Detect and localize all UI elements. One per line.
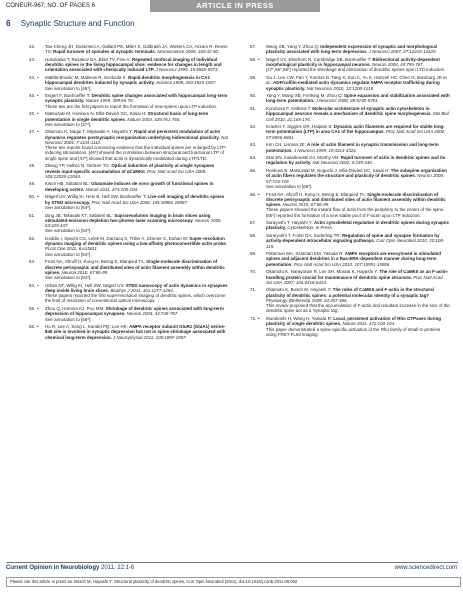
reference-authors: Frost NA, Shroff H, Kong H, Betzig E, Blanpied TA: — [266, 191, 368, 197]
reference-annotation: See annotation to [54*]. — [45, 228, 92, 234]
reference-journal: J Neurosci 2007, 27:12419-12429. — [367, 49, 437, 55]
reference-journal: Mol Biol Cell 2010, 21:165-176. — [266, 111, 449, 122]
reference-number: 56. — [29, 324, 36, 330]
reference-title: The roles of CaMKII and F-actin in the structural plasticity of dendritic spines: a potential molecular identity of a synaptic tag? — [266, 287, 434, 298]
reference-item — [29, 213, 229, 234]
reference-annotation: See annotation to [66*]. — [266, 183, 313, 189]
reference-annotation: See annotation to [45*]. — [45, 85, 92, 91]
reference-annotation: This paper demonstrated a spine-specific activation of the Rho family of small G-proteins using FRET-FLIM imaging. — [266, 326, 441, 337]
reference-journal: Neuron 2010, 67:86-99. — [60, 269, 109, 275]
reference-title: Dendritic spine changes associated with hippocampal long-term synaptic plasticity. — [45, 93, 228, 104]
reference-number: 42. — [29, 44, 36, 49]
reference-item — [250, 142, 450, 153]
footer-site-link[interactable]: www.sciencedirect.com — [394, 565, 457, 571]
reference-number: 61. — [250, 106, 257, 112]
reference-annotation: This review proposed that the accumulation of F-actin and resultant increase in the size of the dendritic spine act as a 'synaptic tag'. — [266, 303, 450, 314]
reference-number: 72. — [250, 316, 257, 322]
reference-number: 62. — [250, 124, 257, 130]
reference-authors: Sarayoshi T, Hayashi Y: — [266, 220, 314, 226]
reference-authors: Okamoto K, Bosch M, Hayashi Y: — [266, 287, 333, 293]
article-in-press-band: ARTICLE IN PRESS — [150, 0, 320, 12]
reference-title: Shrinkage of dendritic spines associated with long-term depression of hippocampal synapses. — [45, 306, 224, 317]
reference-number: 43. — [29, 56, 36, 62]
reference-number: 67. — [250, 220, 257, 226]
reference-item — [250, 106, 450, 122]
running-head — [6, 19, 135, 28]
reference-item — [250, 269, 450, 285]
reference-authors: Mattila-Bruetic M, Malinow R, Svoboda K: — [45, 75, 129, 81]
reference-journal: Neuron 2008, 57:719-729. — [266, 173, 445, 184]
reference-number: 70. — [250, 269, 257, 275]
reference-title: Supraresolution imaging in brain slices using stimulated-emission depletion two-photon laser scanning microscopy. — [45, 212, 211, 223]
reference-authors: Nägerl UV, Willig KI, Hein B, Hell SW, Bonhoeffer T: — [45, 194, 148, 200]
reference-journal: Nat Neurosci 2010, 13:1208-1215. — [305, 85, 375, 91]
recommended-bullet: • — [258, 56, 260, 62]
reference-number: 69. — [250, 251, 257, 257]
reference-title: A role of actin filament in synaptic transmission and long-term potentiation. — [266, 142, 439, 153]
reference-title: Molecular architecture of synaptic actin cytoskeleton in hippocampal neurons reveals a mechanism of dendritic spine morphogenesis. — [266, 106, 432, 117]
reference-number: 52. — [29, 235, 36, 241]
recommended-bullet: • — [37, 194, 39, 200]
reference-item — [29, 259, 229, 280]
section-title: Synaptic Structure and Function — [20, 19, 135, 28]
recommended-bullet: • — [37, 75, 39, 81]
reference-journal: Neuron 2009, 63:429-437. — [45, 217, 222, 229]
reference-title: STED nanoscopy of actin dynamics in synapses deep inside living brain slices. — [45, 282, 228, 293]
reference-item — [250, 44, 450, 55]
reference-number: 68. — [250, 233, 257, 239]
reference-item — [29, 75, 229, 91]
reference-title: Dynamic actin filaments are required for stable long-term potentiation (LTP) in area CA1 of the hippocampus. — [266, 124, 445, 135]
reference-number: 66. — [250, 191, 257, 197]
reference-authors: Urban NT, Willig KI, Hell SW, Nägerl UV: — [45, 282, 126, 288]
reference-title: Rapid dendritic morphogenesis in CA1 hippocampal dendrites induced by synaptic activity. — [45, 75, 210, 86]
reference-annotation: See annotation to [54*]. — [45, 204, 92, 210]
reference-authors: Zhou Q, Homma KJ, Poo MM: — [45, 306, 106, 312]
reference-authors: Gu J, Lee CW, Fan Y, Komlos D, Tang X, Sun C, Yu K, Hartzell HC, Chen G, Bamburg JR et al.: — [266, 75, 447, 86]
reference-item — [29, 44, 229, 55]
reference-annotation: See annotation to [54*]. — [45, 275, 92, 281]
reference-title: Repeated confocal imaging of individual dendritic spines in the living hippocampal slice: evidence for changes in length and orientation associated with chemically induced LTP. — [45, 56, 222, 73]
reference-authors: Honkura N, Matsuzaki M, Noguchi J, Ellis-Davies GC, Kasai H: — [266, 168, 391, 174]
reference-title: The role of CaMKII as an F-actin-bundling protein crucial for maintenance of dendritic spine structure. — [266, 269, 449, 280]
reference-title: Structural basis of long-term potentiation in single dendritic spines. — [45, 111, 209, 122]
reference-journal: Nat Neurosci 2002, 5:239-246. — [311, 160, 373, 166]
reference-annotation: These two are the first papers to report the formation of new spines upon LTP induction. — [45, 103, 218, 109]
reference-journal: Science 1999, 283:1923-1927. — [154, 80, 217, 86]
reference-title: Bidirectional activity-dependent morphological plasticity in hippocampal neurons. — [266, 56, 440, 68]
reference-item — [250, 233, 450, 249]
reference-number: 65. — [250, 168, 257, 174]
reference-title: AMPA receptors are exocytosed in stimulated spines and adjacent dendrites in a Ras-ERK-dependent manner during long-term potentiation. — [266, 251, 441, 267]
reference-number: 60. — [250, 93, 257, 99]
reference-number: 53. — [29, 259, 36, 265]
reference-journal: Nature 1999, 399:66-70. — [84, 98, 134, 104]
reference-journal: Proc Natl Acad Sci USA 2008, 105:12039-12044. — [45, 168, 207, 179]
reference-annotation: See annotation to [54*]. — [45, 251, 92, 257]
recommended-bullet: • — [258, 316, 260, 322]
reference-item — [250, 124, 450, 140]
manuscript-ref: CONEUR-967; NO. OF PAGES 6 — [6, 3, 95, 9]
reference-number: 45. — [29, 93, 36, 99]
reference-title: The subspine organization of actin fibers regulates the structure and plasticity of dendritic spines. — [266, 168, 447, 179]
reference-authors: Tao-Cheng JH, Dosemeci A, Gallant PE, Miller S, Galbraith JA, Winters CA, Azzam R, Reese TS: — [45, 44, 228, 55]
reference-journal: Proc Natl Acad Sci USA 2008, 105:18982-18987. — [90, 199, 189, 205]
reference-annotation: [47*,55*,58*] reported the shrinkage and elimination of dendritic spines upon LTD induction. — [266, 67, 446, 73]
reference-item — [250, 251, 450, 267]
reference-journal: Nature 2004, 429:761-766. — [126, 116, 181, 122]
reference-item — [250, 192, 450, 218]
reference-annotation: These two reports found convincing evidence that the individual spines are enlarged by LTP-inducing stimulations. [46*] showed the correlation between structural and functional LTP of single spine and [47*] showed that actin is dynamically modulated during LTP/LTD. — [45, 145, 227, 161]
reference-number: 64. — [250, 155, 257, 161]
reference-item — [29, 129, 229, 161]
recommended-bullet: • — [37, 324, 39, 330]
reference-annotation: These papers reported the first superresolution imaging of dendritic spines, which overcome the limit of resolution of conventional optical microscopy. — [45, 293, 226, 304]
reference-title: Local, persistent activation of Rho GTPases during plasticity of single dendritic spines. — [266, 316, 442, 327]
reference-authors: Ho R, Lee A, Song L, Kandel PQ, Lee HK: — [45, 324, 130, 330]
reference-authors: Korobova F, Svitkina T: — [266, 106, 313, 112]
recommended-bullet: • — [37, 306, 39, 312]
reference-number: 51. — [29, 212, 36, 218]
reference-journal: Proc Natl Acad Sci USA 2007, 104:6418-6423. — [266, 274, 443, 285]
recommended-bullet: • — [37, 129, 39, 135]
reference-authors: Zhang YP, Holbro N, Oertner TG: — [45, 163, 112, 169]
citation-box: Please cite this article in press as: Bosch M, Hayashi Y: Structural plasticity of dendritic spines, Curr Opin Neurobiol (2011), doi:10.1016/j.conb.2011.09.002 — [6, 577, 461, 587]
reference-number: 46. — [29, 111, 36, 117]
reference-title: Single-molecule discrimination of discrete perisynaptic and distributed sites of actin filament assembly within dendritic spines. — [45, 259, 225, 275]
reference-item — [250, 155, 450, 166]
reference-authors: Wang XB, Yang Y, Zhou Q: — [266, 44, 321, 49]
footer-volume: 2011, 22:1-6 — [99, 565, 135, 571]
reference-column-left — [29, 44, 229, 342]
reference-number: 49. — [29, 181, 36, 187]
reference-journal: PLoS One 2011, 6:e15611. — [45, 246, 99, 252]
recommended-bullet: • — [37, 282, 39, 288]
reference-item — [29, 194, 229, 210]
reference-item — [29, 283, 229, 304]
reference-authors: Kim CH, Lisman JE: — [266, 142, 307, 148]
reference-title: Rapid and persistent modulation of actin dynamics regulates postsynaptic reorganization underlying bidirectional plasticity. — [45, 129, 221, 140]
reference-number: 47. — [29, 129, 36, 135]
reference-authors: Izeddin I, Specht CG, Lelek M, Darzacq X, Triller A, Zimmer C, Dahan M: — [45, 235, 190, 241]
reference-authors: Kracker T, Siggins GR, Halpain S: — [266, 124, 334, 130]
reference-journal: Neuron 2004, 44:759-767. — [370, 62, 424, 68]
top-header — [0, 0, 463, 14]
reference-item — [29, 324, 229, 340]
reference-authors: Frost NA, Shroff H, Kong H, Betzig E, Blanpied TA: — [45, 259, 147, 265]
reference-item — [250, 75, 450, 91]
reference-authors: Saneyoshi T, Fortin DA, Soderling TR: — [266, 233, 343, 239]
reference-title: Rapid turnover of spinules at synaptic terminals. — [53, 49, 156, 55]
reference-authors: Patterson MA, Szatmari EM, Yasuda R: — [266, 251, 345, 257]
reference-item — [250, 57, 450, 73]
reference-journal: Biophys J 2011, 101:1277-1284. — [109, 287, 174, 293]
reference-journal: Curr Opin Neurobiol 2010, 20:108-115. — [266, 238, 445, 249]
reference-item — [250, 287, 450, 313]
recommended-bullet: • — [37, 93, 39, 99]
reference-journal: Cytoskeleton, In Press. — [286, 225, 334, 231]
reference-item — [29, 306, 229, 322]
reference-item — [250, 93, 450, 104]
reference-number: 71. — [250, 287, 257, 293]
reference-annotation: See annotation to [47*]. — [45, 121, 92, 127]
reference-authors: Engert F, Bonhoeffer T: — [45, 93, 92, 99]
reference-journal: Physiology (Bethesda) 2009, 24:357-366. — [266, 297, 348, 303]
reference-number: 44. — [29, 75, 36, 81]
reference-item — [29, 163, 229, 179]
reference-journal: J Neurophysiol 2011, 105:1897-1907. — [111, 334, 187, 340]
reference-authors: Okamoto K, Narayanan R, Lee SH, Murata K, Hayashi Y: — [266, 269, 380, 275]
reference-title: AMPA receptor subunit GluR1 (GluA1) serine-845 site is involved in synaptic depression but not in spine shrinkage associated with chemical long-term depression. — [45, 324, 226, 340]
footer-journal — [6, 565, 134, 571]
reference-journal: J Neurosci 2008, 28:5740-5751. — [314, 98, 379, 104]
reference-item — [29, 181, 229, 192]
reference-authors: Matsuzaki M, Honkura N, Ellis-Davies GC, Kasai H: — [45, 111, 148, 117]
reference-title: Optical induction of plasticity at single synapses reveals input-specific accumulation of αCaMKII. — [45, 163, 215, 174]
reference-authors: Nägerl UV, Eberhorn N, Cambridge SB, Bonhoeffer T: — [266, 56, 373, 62]
reference-title: Single-molecule discrimination of discrete perisynaptic and distributed sites of actin filament assembly within dendritic spines. — [266, 191, 446, 208]
reference-item — [29, 93, 229, 109]
reference-journal: Proc Natl Acad Sci USA 2000, 97:6856-6861. — [266, 129, 446, 140]
reference-annotation: These papers showed the inward flow of actin from the periphery to the center of the spine. [65*] reported the formation of a new stable pool of F-actin upon LTP induction. — [266, 207, 445, 218]
reference-number: 48. — [29, 163, 36, 169]
reference-title: Spine expansion and stabilization associated with long-term potentiation. — [266, 93, 450, 104]
reference-authors: Okamoto K, Nagai T, Miyawaki A, Hayashi Y: — [45, 129, 135, 135]
reference-title: ADF/cofilin-mediated actin dynamics regulate AMPA receptor trafficking during synaptic plasticity. — [266, 80, 440, 91]
reference-journal: Neuron 2004, 44:749-757. — [125, 311, 179, 317]
reference-title: Independent expression of synaptic and morphological plasticity associated with long-term depression. — [266, 44, 437, 55]
reference-item — [250, 168, 450, 189]
reference-item — [250, 316, 450, 337]
reference-journal: J Neurosci 1995, 15:5560-5573. — [154, 67, 219, 73]
reference-journal: Neuroscience 2009, 160:42-50. — [155, 49, 220, 55]
reference-number: 55. — [29, 306, 36, 312]
reference-title: Rapid turnover of actin in dendritic spines and its regulation by activity. — [266, 155, 446, 166]
reference-journal: Neuron 2010, 67:86-99. — [281, 202, 330, 208]
reference-item — [29, 111, 229, 127]
reference-number: 50. — [29, 194, 36, 200]
reference-title: Glutamate induces de novo growth of functional spines in developing cortex. — [45, 181, 214, 192]
reference-title: Super-resolution dynamic imaging of dendritic spines using a low-affinity photoconvertible actin probe. — [45, 235, 227, 247]
reference-title: Live-cell imaging of dendritic spines by STED microscopy. — [45, 194, 225, 205]
reference-item — [29, 236, 229, 257]
reference-authors: Yang Y, Wang XB, Frerking M, Zhou Q: — [266, 93, 345, 99]
reference-journal: Nature 2011, 474:100-104. — [84, 186, 139, 192]
reference-item — [29, 57, 229, 73]
reference-number: 57. — [250, 44, 257, 49]
reference-journal: Proc Natl Acad Sci USA 2010, 107:15951-15956. — [292, 261, 391, 267]
footer-rule — [6, 562, 458, 563]
reference-authors: Kwon HB, Sabatini BL: — [45, 181, 92, 187]
recommended-bullet: • — [258, 191, 260, 197]
reference-journal: Nature 2011, 472:100-104. — [341, 321, 396, 327]
reference-authors: Star EN, Kwiatkowski DJ, Murthy VN: — [266, 155, 341, 161]
reference-journal: Nat Neurosci 2004, 7:1104-1112. — [45, 134, 228, 145]
reference-authors: Ding JB, Takasaki KT, Sabatini BL: — [45, 212, 115, 218]
reference-journal: J Neurosci 1999, 19:4314-4324. — [292, 147, 358, 153]
reference-title: Regulation of spine and synapse formation by activity-dependent intracellular signaling pathways. — [266, 233, 440, 244]
footer-journal-name: Current Opinion in Neurobiology — [6, 565, 100, 571]
reference-number: 58. — [250, 56, 257, 62]
reference-annotation: See annotation to [56*]. — [45, 316, 92, 322]
reference-number: 59. — [250, 75, 257, 81]
reference-item — [250, 220, 450, 231]
reference-number: 54. — [29, 282, 36, 288]
reference-title: Actin cytoskeletal regulation in dendritic spines during synaptic plasticity. — [266, 220, 450, 231]
reference-authors: Murakoshi H, Wang H, Yasuda R: — [266, 316, 334, 322]
reference-column-right — [250, 44, 450, 340]
recommended-bullet: • — [37, 111, 39, 117]
reference-number: 63. — [250, 142, 257, 148]
page-number: 6 — [6, 19, 11, 28]
reference-authors: Hosokawa T, Rusakov DA, Bliss TV, Fine A: — [45, 56, 132, 62]
